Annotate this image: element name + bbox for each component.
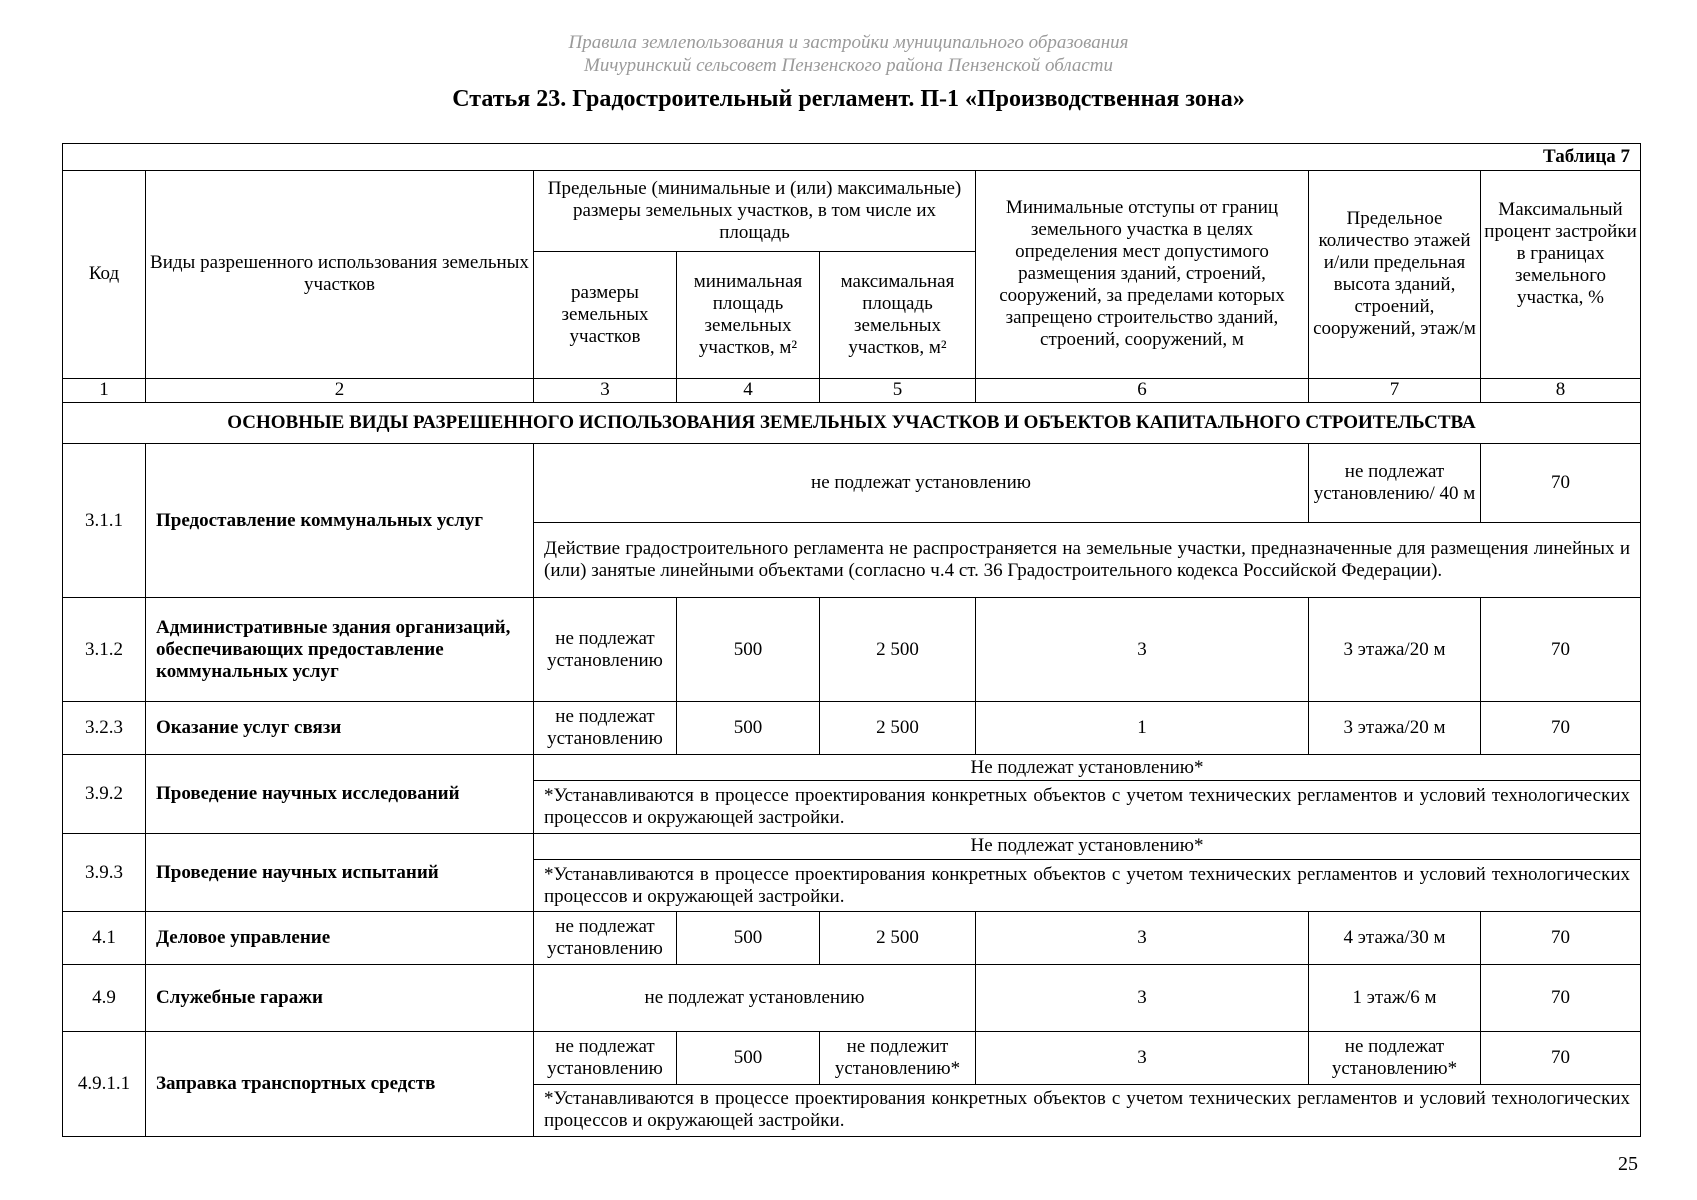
row-setback: 3 xyxy=(976,912,1309,964)
row-merged-value: не подлежат установлению xyxy=(534,964,976,1031)
row-floors: не подлежат установлению* xyxy=(1309,1032,1481,1084)
section-title: ОСНОВНЫЕ ВИДЫ РАЗРЕШЕННОГО ИСПОЛЬЗОВАНИЯ ЗЕМЕЛЬНЫХ УЧАСТКОВ И ОБЪЕКТОВ КАПИТАЛЬНОГО СТРОИТЕЛЬСТВА xyxy=(63,402,1641,443)
table-caption: Таблица 7 xyxy=(63,144,1641,171)
header-min-area: минимальная площадь земельных участков, м² xyxy=(677,251,820,378)
col-number: 6 xyxy=(976,378,1309,402)
row-name: Служебные гаражи xyxy=(146,964,534,1031)
header-max-area: максимальная площадь земельных участков, м² xyxy=(820,251,976,378)
row-coverage: 70 xyxy=(1481,912,1641,964)
header-floors: Предельное количество этажей и/или предельная высота зданий, строений, сооружений, этаж/м xyxy=(1309,171,1481,378)
row-note: Действие градостроительного регламента не распространяется на земельные участки, предназначенные для размещения линейных и (или) занятые линейными объектами (согласно ч.4 ст. 36 Градостроительного кодекса Российской Федерации). xyxy=(534,522,1641,598)
row-floors: 4 этажа/30 м xyxy=(1309,912,1481,964)
row-setback: 1 xyxy=(976,701,1309,754)
row-coverage: 70 xyxy=(1481,598,1641,702)
col-number: 1 xyxy=(63,378,146,402)
row-plot-size: не подлежат установлению xyxy=(534,912,677,964)
row-code: 3.9.2 xyxy=(63,755,146,834)
row-code: 4.9 xyxy=(63,964,146,1031)
row-merged-value: не подлежат установлению xyxy=(534,444,1309,523)
header-code: Код xyxy=(63,171,146,378)
row-coverage: 70 xyxy=(1481,964,1641,1031)
row-plot-size: не подлежат установлению xyxy=(534,701,677,754)
col-number: 5 xyxy=(820,378,976,402)
page-number: 25 xyxy=(1618,1153,1638,1175)
header-coverage: Максимальный процент застройки в границах земельного участка, % xyxy=(1481,171,1641,378)
page-title: Статья 23. Градостроительный регламент. П-1 «Производственная зона» xyxy=(452,86,1245,112)
col-number: 8 xyxy=(1481,378,1641,402)
row-code: 3.9.3 xyxy=(63,833,146,912)
row-setback: 3 xyxy=(976,1032,1309,1084)
row-name: Оказание услуг связи xyxy=(146,701,534,754)
row-max-area: 2 500 xyxy=(820,912,976,964)
row-name: Административные здания организаций, обеспечивающих предоставление коммунальных услуг xyxy=(146,598,534,702)
row-name: Проведение научных исследований xyxy=(146,755,534,834)
row-code: 3.1.2 xyxy=(63,598,146,702)
row-code: 3.1.1 xyxy=(63,444,146,598)
row-coverage: 70 xyxy=(1481,701,1641,754)
row-min-area: 500 xyxy=(677,598,820,702)
row-floors: не подлежат установлению/ 40 м xyxy=(1309,444,1481,523)
row-merged-value: Не подлежат установлению* xyxy=(534,833,1641,859)
row-max-area: 2 500 xyxy=(820,701,976,754)
document-header-line-1: Правила землепользования и застройки муниципального образования xyxy=(568,32,1129,53)
row-setback: 3 xyxy=(976,598,1309,702)
row-name: Проведение научных испытаний xyxy=(146,833,534,912)
col-number: 4 xyxy=(677,378,820,402)
col-number: 3 xyxy=(534,378,677,402)
regulation-table xyxy=(62,143,1641,1137)
row-note: *Устанавливаются в процессе проектирования конкретных объектов с учетом технических регламентов и условий технологических процессов и окружающей застройки. xyxy=(534,1084,1641,1137)
row-floors: 3 этажа/20 м xyxy=(1309,701,1481,754)
row-setback: 3 xyxy=(976,964,1309,1031)
row-merged-value: Не подлежат установлению* xyxy=(534,755,1641,781)
col-number: 2 xyxy=(146,378,534,402)
row-floors: 1 этаж/6 м xyxy=(1309,964,1481,1031)
row-note: *Устанавливаются в процессе проектирования конкретных объектов с учетом технических регламентов и условий технологических процессов и окружающей застройки. xyxy=(534,859,1641,911)
row-plot-size: не подлежат установлению xyxy=(534,1032,677,1084)
row-max-area: не подлежит установлению* xyxy=(820,1032,976,1084)
row-max-area: 2 500 xyxy=(820,598,976,702)
row-note: *Устанавливаются в процессе проектирования конкретных объектов с учетом технических регламентов и условий технологических процессов и окружающей застройки. xyxy=(534,781,1641,833)
row-plot-size: не подлежат установлению xyxy=(534,598,677,702)
row-name: Заправка транспортных средств xyxy=(146,1032,534,1137)
row-name: Предоставление коммунальных услуг xyxy=(146,444,534,598)
header-use-types: Виды разрешенного использования земельных участков xyxy=(146,171,534,378)
row-min-area: 500 xyxy=(677,912,820,964)
header-setbacks: Минимальные отступы от границ земельного участка в целях определения мест допустимого размещения зданий, строений, сооружений, за пределами которых запрещено строительство зданий, строений, сооружений, м xyxy=(976,171,1309,378)
document-header-line-2: Мичуринский сельсовет Пензенского района Пензенской области xyxy=(584,55,1113,76)
header-plot-size: размеры земельных участков xyxy=(534,251,677,378)
col-number: 7 xyxy=(1309,378,1481,402)
row-coverage: 70 xyxy=(1481,444,1641,523)
row-coverage: 70 xyxy=(1481,1032,1641,1084)
row-code: 3.2.3 xyxy=(63,701,146,754)
row-min-area: 500 xyxy=(677,1032,820,1084)
row-name: Деловое управление xyxy=(146,912,534,964)
header-limits-group: Предельные (минимальные и (или) максимальные) размеры земельных участков, в том числе их площадь xyxy=(534,171,976,252)
row-min-area: 500 xyxy=(677,701,820,754)
row-code: 4.9.1.1 xyxy=(63,1032,146,1137)
row-floors: 3 этажа/20 м xyxy=(1309,598,1481,702)
row-code: 4.1 xyxy=(63,912,146,964)
